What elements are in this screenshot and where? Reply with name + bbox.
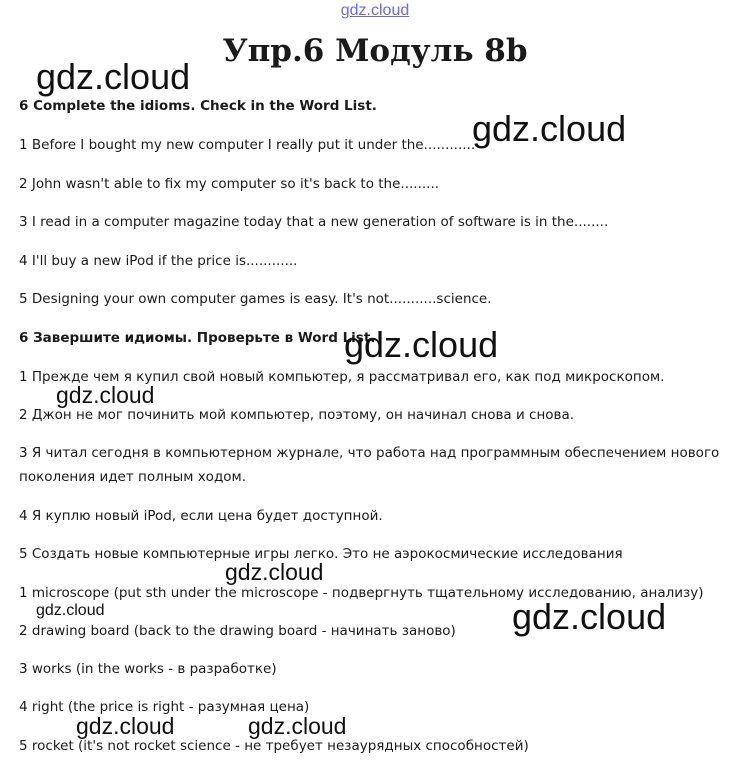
page-title: Упр.6 Модуль 8b — [222, 33, 528, 69]
answer-4: 4 right (the price is right - разумная цена) — [19, 699, 310, 715]
watermark: gdz.cloud — [248, 713, 347, 739]
answer-5: 5 rocket (it's not rocket science - не требует незаурядных способностей) — [19, 738, 529, 754]
russian-task-heading: 6 Завершите идиомы. Проверьте в Word List. — [19, 330, 376, 346]
english-item-1: 1 Before I bought my new computer I really put it under the............ — [19, 137, 476, 153]
watermark: gdz.cloud — [344, 324, 499, 365]
top-watermark: gdz.cloud — [340, 2, 410, 19]
english-item-4: 4 I'll buy a new iPod if the price is............ — [19, 253, 298, 269]
watermark: gdz.cloud — [36, 56, 191, 97]
answer-2: 2 drawing board (back to the drawing board - начинать заново) — [19, 623, 456, 639]
english-item-5: 5 Designing your own computer games is easy. It's not...........science. — [19, 291, 492, 307]
watermark: gdz.cloud — [225, 559, 324, 585]
watermark: gdz.cloud — [472, 108, 627, 149]
english-item-3: 3 I read in a computer magazine today that a new generation of software is in the........ — [19, 214, 609, 230]
english-task-heading: 6 Complete the idioms. Check in the Word List. — [19, 98, 377, 114]
english-item-2: 2 John wasn't able to fix my computer so it's back to the......... — [19, 176, 440, 192]
answer-3: 3 works (in the works - в разработке) — [19, 661, 277, 677]
russian-item-5: 5 Создать новые компьютерные игры легко. Это не аэрокосмические исследования — [19, 546, 623, 562]
russian-item-3-continued: поколения идет полным ходом. — [19, 469, 247, 485]
watermark: gdz.cloud — [36, 602, 105, 619]
watermark: gdz.cloud — [512, 596, 667, 637]
russian-item-4: 4 Я куплю новый iPod, если цена будет доступной. — [19, 508, 383, 524]
russian-item-3: 3 Я читал сегодня в компьютерном журнале, что работа над программным обеспечением нового — [19, 445, 720, 461]
watermark: gdz.cloud — [76, 713, 175, 739]
russian-item-1: 1 Прежде чем я купил свой новый компьютер, я рассматривал его, как под микроскопом. — [19, 369, 665, 385]
russian-item-2: 2 Джон не мог починить мой компьютер, поэтому, он начинал снова и снова. — [19, 407, 575, 423]
watermark: gdz.cloud — [56, 382, 155, 408]
answer-1: 1 microscope (put sth under the microscope - подвергнуть тщательному исследованию, анализу) — [19, 585, 704, 601]
